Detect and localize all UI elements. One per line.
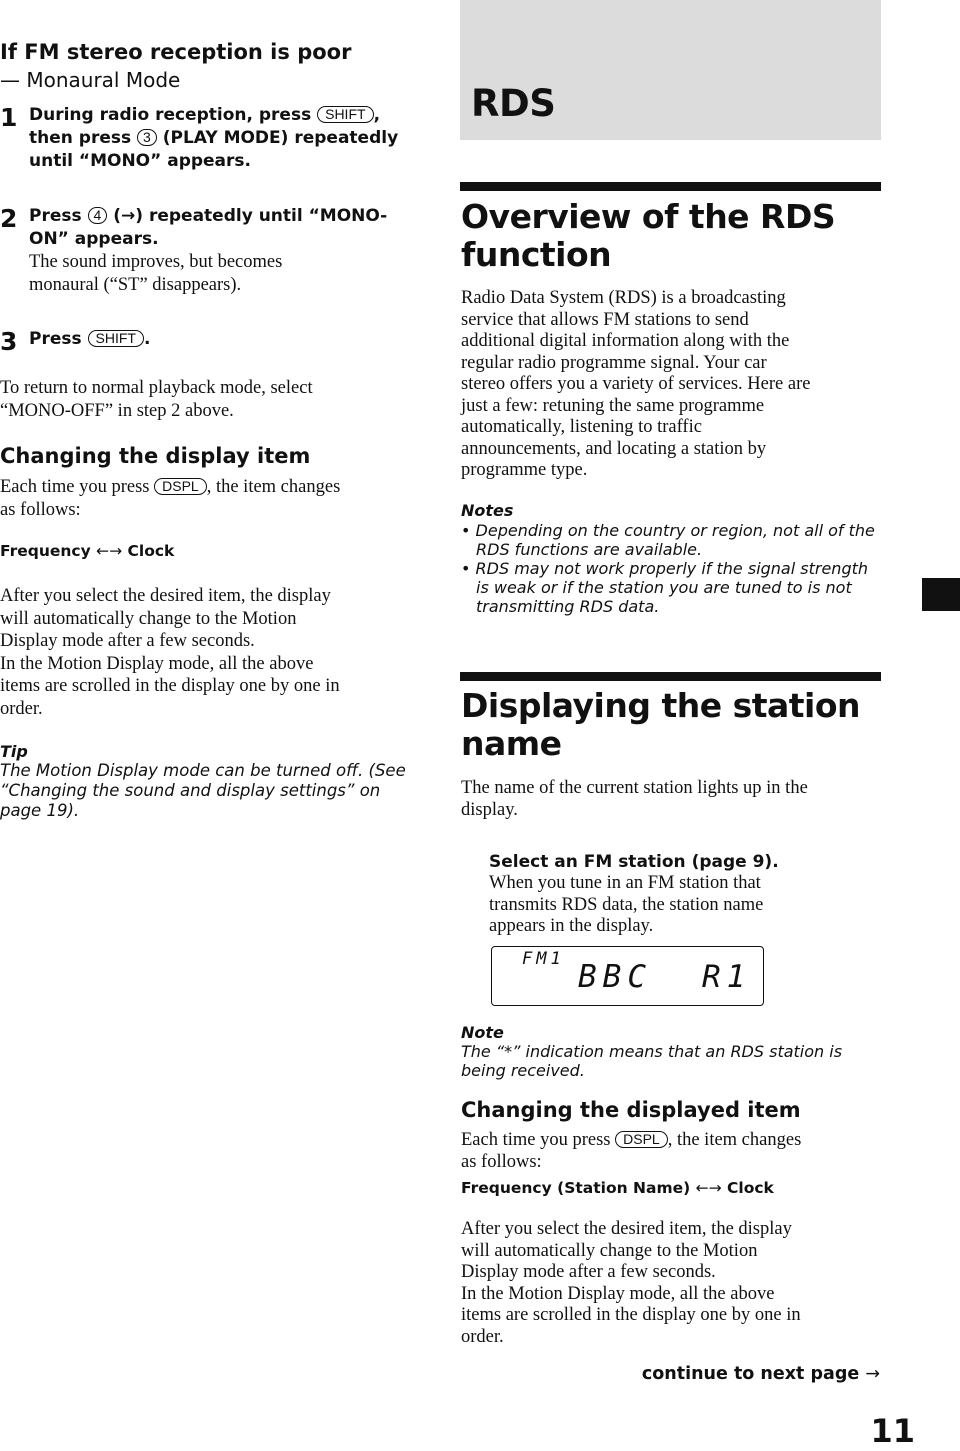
text-line: Each time you press — [0, 477, 155, 497]
heading-line: Displaying the station — [461, 686, 861, 725]
step-text: Press — [29, 329, 88, 349]
text-line: order. — [0, 698, 43, 719]
display-item-heading: Changing the display item — [0, 444, 311, 468]
text-line: The Motion Display mode can be turned off. (See — [0, 761, 406, 780]
step-number: 3 — [0, 327, 18, 356]
dspl-key-icon: DSPL — [154, 478, 207, 495]
continue-next-page — [642, 1364, 880, 1384]
rds-title-box — [460, 0, 881, 140]
text-line: When you tune in an FM station that — [489, 873, 761, 893]
divider-rule — [460, 672, 881, 681]
text-line: display. — [461, 799, 518, 820]
heading-line: Overview of the RDS — [461, 197, 836, 236]
step-1-text — [29, 104, 398, 173]
step-3-text — [29, 328, 150, 356]
page-number: 11 — [870, 1412, 915, 1450]
text-line: will automatically change to the Motion — [0, 608, 297, 629]
step-text: ( — [107, 206, 122, 226]
step-text: During radio reception, press — [29, 105, 318, 125]
text-line: “MONO-OFF” in step 2 above. — [0, 400, 234, 421]
arrow-right-icon: → — [865, 1364, 880, 1384]
heading-line: name — [461, 724, 562, 763]
key-4-icon: 4 — [88, 207, 108, 224]
station-text — [461, 778, 881, 821]
note-text — [461, 1042, 881, 1080]
text-line: In the Motion Display mode, all the above — [0, 653, 314, 674]
flow-item: Clock — [127, 542, 175, 560]
displayed-intro — [461, 1130, 881, 1173]
step-number: 1 — [0, 103, 18, 132]
displayed-item-heading: Changing the displayed item — [461, 1098, 801, 1122]
text-line: as follows: — [461, 1151, 542, 1172]
text-line: items are scrolled in the display one by one in — [0, 676, 340, 696]
text-line: order. — [461, 1326, 504, 1347]
flow-item: Frequency (Station Name) — [461, 1179, 691, 1197]
left-after-text — [0, 585, 430, 720]
text-line: After you select the desired item, the display — [461, 1219, 792, 1239]
text-line: Display mode after a few seconds. — [461, 1262, 716, 1282]
display-flow — [0, 542, 174, 560]
step-heading: Select an FM station (page 9). — [489, 852, 779, 872]
text-line: The “*” indication means that an RDS station is — [461, 1042, 843, 1061]
section-tab-marker — [922, 578, 960, 611]
text-line: items are scrolled in the display one by one in — [461, 1305, 801, 1325]
overview-text — [461, 288, 881, 482]
text-line: In the Motion Display mode, all the above — [461, 1283, 775, 1304]
step-text: until “MONO” appears. — [29, 151, 251, 171]
text-line: will automatically change to the Motion — [461, 1240, 758, 1261]
shift-key-icon: SHIFT — [317, 106, 373, 123]
flow-item: Clock — [727, 1179, 774, 1197]
step-text: The sound improves, but becomes — [29, 252, 283, 272]
step-text: ) repeatedly until “MONO- — [135, 206, 388, 226]
step-text: ON” appears. — [29, 229, 159, 249]
continue-text: continue to next page — [641, 1364, 860, 1384]
select-text — [489, 873, 879, 938]
text-line: regular radio programme signal. Your car — [461, 352, 767, 373]
text-line: Each time you press — [461, 1130, 616, 1150]
lcd-station-name: BBC — [578, 959, 652, 995]
text-line: , the item changes — [206, 477, 341, 497]
note-label: Note — [461, 1023, 504, 1042]
step-2 — [0, 205, 430, 297]
lcd-band: FM1 — [522, 949, 565, 969]
lcd-display — [491, 946, 764, 1006]
return-text — [0, 377, 430, 422]
tip-text — [0, 761, 430, 821]
double-arrow-icon: ←→ — [695, 1179, 722, 1197]
text-line: To return to normal playback mode, select — [0, 378, 313, 398]
note-box — [461, 1023, 881, 1080]
right-after-text — [461, 1219, 881, 1348]
text-line: transmits RDS data, the station name — [489, 894, 764, 915]
display-intro — [0, 476, 430, 521]
text-line: The name of the current station lights up in the — [461, 778, 808, 798]
step-text: . — [143, 329, 151, 349]
note-item: • Depending on the country or region, not all of the RDS functions are available. — [461, 521, 875, 559]
text-line: service that allows FM stations to send — [461, 309, 749, 330]
tip-box — [0, 742, 430, 821]
text-line: additional digital information along with the — [461, 331, 790, 351]
tip-label: Tip — [0, 742, 28, 761]
text-line: as follows: — [0, 499, 81, 520]
note-item: • RDS may not work properly if the signal strength is weak or if the station you are tuned to is not transmitting RDS data. — [461, 559, 869, 616]
double-arrow-icon: ←→ — [96, 542, 123, 560]
text-line: automatically, listening to traffic — [461, 417, 702, 437]
select-step — [489, 851, 879, 938]
notes-box — [461, 501, 881, 616]
arrow-right-icon: → — [121, 206, 136, 226]
divider-rule — [460, 182, 881, 191]
key-3-icon: 3 — [137, 129, 157, 146]
step-3 — [0, 328, 430, 356]
monaural-section — [0, 38, 420, 94]
text-line: being received. — [461, 1061, 585, 1080]
station-name-heading — [461, 687, 881, 763]
displayed-flow — [461, 1179, 774, 1197]
text-line: just a few: retuning the same programme — [461, 395, 765, 416]
step-text: then press — [29, 128, 138, 148]
dspl-key-icon: DSPL — [615, 1131, 668, 1148]
text-line: , the item changes — [667, 1130, 802, 1150]
overview-heading — [461, 198, 881, 274]
text-line: Display mode after a few seconds. — [0, 631, 255, 651]
heading-line: function — [461, 235, 612, 274]
step-text: (PLAY MODE) repeatedly — [156, 128, 399, 148]
step-1 — [0, 104, 430, 173]
monaural-subheading: — Monaural Mode — [0, 68, 181, 92]
text-line: page 19). — [0, 801, 80, 820]
text-line: After you select the desired item, the display — [0, 586, 331, 606]
notes-label: Notes — [461, 501, 514, 520]
lcd-station-number: R1 — [702, 959, 752, 995]
text-line: programme type. — [461, 460, 588, 480]
step-text: Press — [29, 206, 88, 226]
step-number: 2 — [0, 204, 18, 233]
step-2-text — [29, 205, 387, 297]
flow-item: Frequency — [0, 542, 91, 560]
text-line: “Changing the sound and display settings” on — [0, 781, 381, 800]
step-text: monaural (“ST” disappears). — [29, 275, 242, 295]
text-line: announcements, and locating a station by — [461, 438, 767, 459]
section-title: RDS — [471, 82, 556, 125]
monaural-heading: If FM stereo reception is poor — [0, 40, 352, 64]
text-line: appears in the display. — [489, 916, 654, 936]
shift-key-icon: SHIFT — [88, 330, 144, 347]
step-text: , — [373, 105, 381, 125]
text-line: stereo offers you a variety of services. Here are — [461, 374, 811, 394]
text-line: Radio Data System (RDS) is a broadcasting — [461, 288, 786, 308]
